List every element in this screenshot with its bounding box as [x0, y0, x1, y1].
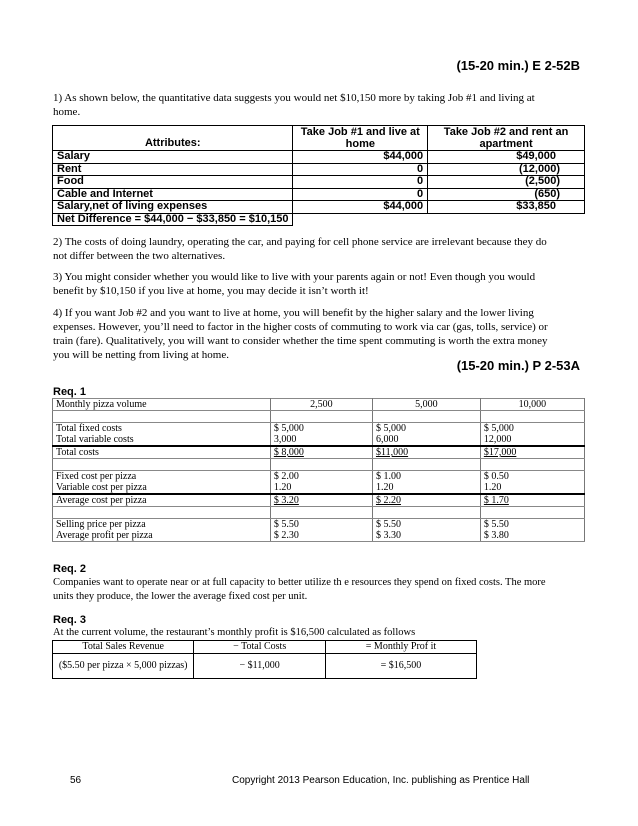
table-row: Selling price per pizza $ 5.50 $ 5.50 $ 5.50: [53, 519, 585, 531]
attributes-header: Attributes:: [53, 126, 293, 151]
copyright-footer: Copyright 2013 Pearson Education, Inc. publishing as Prentice Hall: [232, 775, 530, 786]
table-row: Salary,net of living expenses $44,000 $33,850: [53, 201, 585, 214]
profit-table: [52, 640, 477, 679]
job-comparison-table: [52, 125, 585, 226]
table-row: Rent 0 (12,000): [53, 163, 585, 176]
table-row: Average cost per pizza $ 3.20 $ 2.20 $ 1.70: [53, 494, 585, 507]
table-row: Cable and Internet 0 (650): [53, 188, 585, 201]
job1-header: Take Job #1 and live at home: [293, 126, 428, 151]
table-row: Food 0 (2,500): [53, 176, 585, 189]
costs-header: − Total Costs: [194, 641, 326, 654]
profit-value: = $16,500: [325, 654, 476, 679]
table-row: Average profit per pizza $ 2.30 $ 3.30 $ 3.80: [53, 530, 585, 542]
exercise-title: (15-20 min.) E 2-52B: [456, 58, 580, 73]
table-row: Salary $44,000 $49,000: [53, 151, 585, 164]
table-row: Variable cost per pizza 1.20 1.20 1.20: [53, 482, 585, 494]
table-row: Fixed cost per pizza $ 2.00 $ 1.00 $ 0.50: [53, 471, 585, 483]
pizza-cost-table: [52, 398, 585, 542]
revenue-header: Total Sales Revenue: [53, 641, 194, 654]
profit-header: = Monthly Prof it: [325, 641, 476, 654]
job2-header: Take Job #2 and rent an apartment: [428, 126, 585, 151]
table-row: Total variable costs 3,000 6,000 12,000: [53, 434, 585, 446]
page-number: 56: [70, 775, 82, 786]
item-3-text: 3) You might consider whether you would like to live with your parents again or not! Even though you would benefit by $10,150 if you live at home, you may decide it isn’t worth it!: [53, 271, 536, 297]
item-2-text: 2) The costs of doing laundry, operating the car, and paying for cell phone service are irrelevant because they do not differ between the two alternatives.: [53, 236, 547, 262]
req3-heading: Req. 3: [53, 614, 87, 626]
req3-text: At the current volume, the restaurant’s monthly profit is $16,500 calculated as follows: [53, 627, 416, 638]
item-1-text: 1) As shown below, the quantitative data suggests you would net $10,150 more by taking Job #1 and living at home.: [53, 92, 535, 118]
table-row: Total costs $ 8,000 $11,000 $17,000: [53, 446, 585, 459]
table-row: Total fixed costs $ 5,000 $ 5,000 $ 5,000: [53, 423, 585, 435]
req2-text: Companies want to operate near or at full capacity to better utilize th e resources they spend on fixed costs. The more units they produce, the lower the average fixed cost per unit.: [53, 577, 546, 602]
table-row: Monthly pizza volume 2,500 5,000 10,000: [53, 399, 585, 411]
req2-heading: Req. 2: [53, 563, 87, 575]
item-4-text: 4) If you want Job #2 and you want to live at home, you will benefit by the higher salary and the lower living expenses. However, you’ll need to factor in the higher costs of commuting to work via car (gas, tolls, service) or train (fare). Qualitatively, you will want to consider whether the time spent commuting is worth the extra money you will be netting from living at home.: [53, 307, 548, 361]
revenue-value: ($5.50 per pizza × 5,000 pizzas): [53, 654, 194, 679]
net-difference: Net Difference = $44,000 − $33,850 = $10,150: [53, 213, 293, 226]
costs-value: − $11,000: [194, 654, 326, 679]
problem-title: (15-20 min.) P 2-53A: [456, 358, 580, 373]
req1-heading: Req. 1: [53, 386, 87, 398]
